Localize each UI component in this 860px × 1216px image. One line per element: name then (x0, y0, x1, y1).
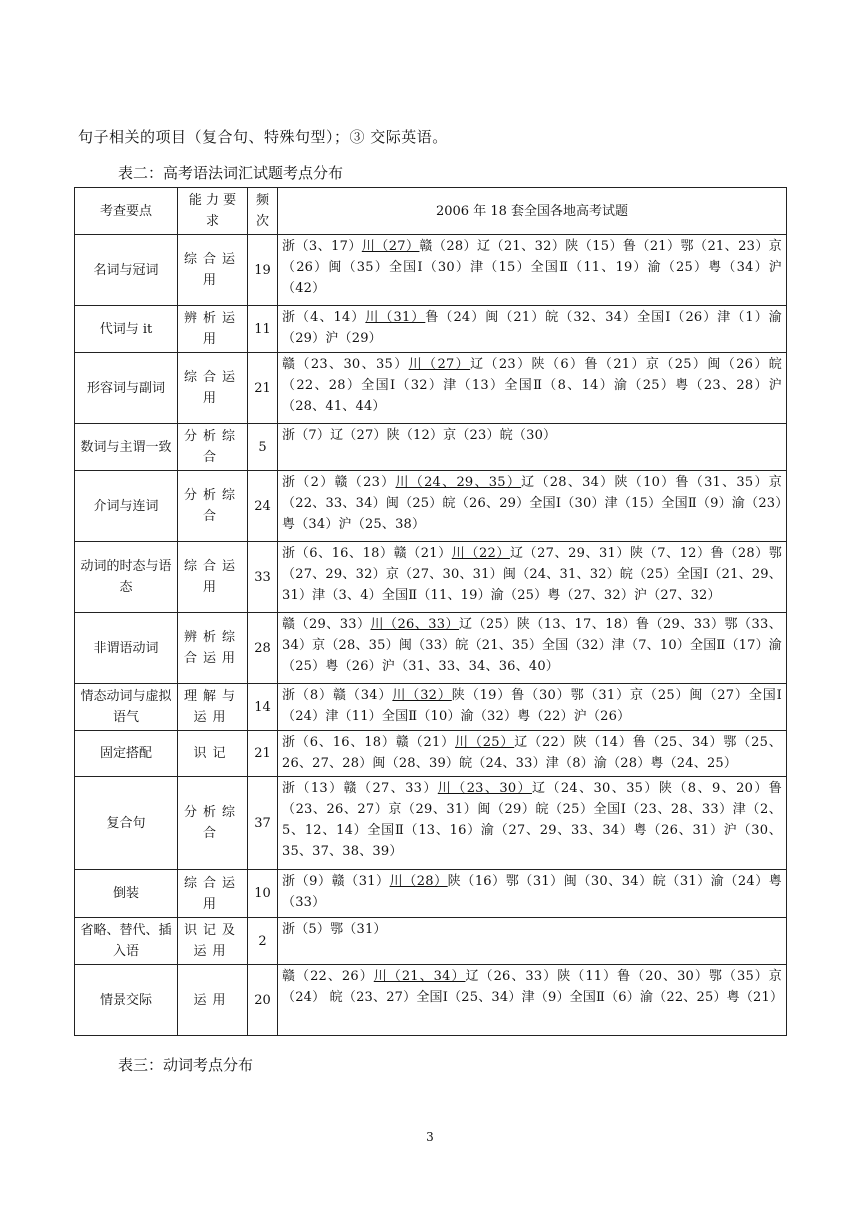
row-frequency: 37 (248, 777, 278, 870)
exams-text: 浙（13）赣（27、33） (282, 781, 438, 796)
row-point: 代词与 it (75, 306, 178, 353)
row-point: 数词与主谓一致 (75, 424, 178, 471)
exams-underlined-text: 川（32） (392, 688, 452, 703)
row-ability: 综合运用 (178, 542, 248, 613)
row-ability: 辨析综合运用 (178, 613, 248, 684)
row-ability: 运用 (178, 965, 248, 1036)
exams-underlined-text: 川（22） (451, 546, 510, 561)
row-ability: 综合运用 (178, 870, 248, 918)
table-row (75, 731, 787, 777)
table-row (75, 777, 787, 870)
exams-text: 浙（8）赣（34） (282, 688, 393, 703)
table-row (75, 684, 787, 731)
row-exams (278, 471, 787, 542)
table-row (75, 306, 787, 353)
exams-text: 陕（16）鄂（31）闽（30、34）皖（31）渝（24）粤（33） (282, 874, 782, 910)
row-exams (278, 731, 787, 777)
exams-text: 辽（27、29、31）陕（7、12）鲁（28）鄂（27、29、32）京（27、30、31）闽（24、31、32）皖（25）全国Ⅰ（21、29、31）津（3、4）全国Ⅱ（11、19）渝（25）粤（27、32）沪（27、32） (282, 546, 783, 603)
exams-text: 浙（6、16、18）赣（21） (282, 546, 452, 561)
row-exams (278, 235, 787, 306)
exams-text: 浙（7）辽（27）陕（12）京（23）皖（30） (282, 428, 557, 443)
row-point: 非谓语动词 (75, 613, 178, 684)
row-point: 介词与连词 (75, 471, 178, 542)
exams-underlined-text: 川（28） (389, 874, 448, 889)
table-row (75, 918, 787, 965)
exams-text: 浙（4、14） (282, 310, 366, 325)
table-row (75, 542, 787, 613)
exams-text: 辽（25）陕（13、17、18）鲁（29、33）鄂（33、34）京（28、35）闽（33）皖（21、35）全国（32）津（7、10）全国Ⅱ（17）渝（25）粤（26）沪（31、33、34、36、40） (282, 617, 782, 674)
row-ability: 综合运用 (178, 353, 248, 424)
row-frequency: 2 (248, 918, 278, 965)
header-exams: 2006 年 18 套全国各地高考试题 (278, 188, 787, 235)
exam-points-table (74, 187, 787, 1036)
row-point: 固定搭配 (75, 731, 178, 777)
exams-underlined-text: 川（26、33） (370, 617, 460, 632)
exams-text: 赣（28）辽（21、32）陕（15）鲁（21）鄂（21、23）京（26）闽（35）全国Ⅰ（30）津（15）全国Ⅱ（11、19）渝（25）粤（34）沪（42） (282, 239, 782, 296)
intro-paragraph: 句子相关的项目（复合句、特殊句型）；③ 交际英语。 (78, 128, 448, 146)
row-frequency: 33 (248, 542, 278, 613)
exams-text: 辽（23）陕（6）鲁（21）京（25）闽（26）皖（22、28）全国Ⅰ（32）津（13）全国Ⅱ（8、14）渝（25）粤（23、28）沪（28、41、44） (282, 357, 782, 414)
row-exams (278, 613, 787, 684)
row-frequency: 21 (248, 731, 278, 777)
exams-underlined-text: 川（23、30） (437, 781, 532, 796)
exams-underlined-text: 川（27） (408, 357, 471, 372)
table-row (75, 870, 787, 918)
exams-underlined-text: 川（27） (361, 239, 420, 254)
table2-caption: 表二：高考语法词汇试题考点分布 (118, 164, 344, 182)
row-ability: 辨析运用 (178, 306, 248, 353)
table-row (75, 424, 787, 471)
table-row (75, 965, 787, 1036)
exams-text: 赣（22、26） (282, 969, 374, 984)
exams-text: 辽（24、30、35）陕（8、9、20）鲁（23、26、27）京（29、31）闽（29）皖（25）全国Ⅰ（23、28、33）津（2、5、12、14）全国Ⅱ（13、16）渝（27、29、33、34）粤（26、31）沪（30、35、37、38、39） (282, 781, 782, 859)
exams-text: 陕（19）鲁（30）鄂（31）京（25）闽（27）全国Ⅰ（24）津（11）全国Ⅱ（10）渝（32）粤（22）沪（26） (282, 688, 782, 724)
row-ability: 识记及运用 (178, 918, 248, 965)
row-frequency: 11 (248, 306, 278, 353)
row-frequency: 10 (248, 870, 278, 918)
header-point: 考查要点 (75, 188, 178, 235)
row-ability: 分析综合 (178, 424, 248, 471)
row-exams (278, 777, 787, 870)
row-point: 形容词与副词 (75, 353, 178, 424)
exams-text: 辽（28、34）陕（10）鲁（31、35）京（22、33、34）闽（25）皖（26、29）全国Ⅰ（30）津（15）全国Ⅱ（9）渝（23）粤（34）沪（25、38） (282, 475, 782, 532)
row-frequency: 20 (248, 965, 278, 1036)
page-number: 3 (426, 1130, 434, 1144)
row-frequency: 28 (248, 613, 278, 684)
row-point: 情景交际 (75, 965, 178, 1036)
exams-underlined-text: 川（24、29、35） (395, 475, 522, 490)
table-row (75, 613, 787, 684)
table-row (75, 353, 787, 424)
row-ability: 识记 (178, 731, 248, 777)
row-exams (278, 353, 787, 424)
row-point: 情态动词与虚拟语气 (75, 684, 178, 731)
table-row (75, 471, 787, 542)
row-exams (278, 424, 787, 471)
exams-text: 浙（9）赣（31） (282, 874, 390, 889)
exams-text: 浙（5）鄂（31） (282, 922, 387, 937)
row-frequency: 24 (248, 471, 278, 542)
row-frequency: 14 (248, 684, 278, 731)
row-frequency: 19 (248, 235, 278, 306)
exams-text: 浙（3、17） (282, 239, 362, 254)
exams-text: 辽（22）陕（14）鲁（25、34）鄂（25、26、27、28）闽（28、39）皖（24、33）津（8）渝（28）粤（24、25） (282, 735, 782, 771)
row-point: 名词与冠词 (75, 235, 178, 306)
header-ability: 能 力 要 求 (178, 188, 248, 235)
row-point: 复合句 (75, 777, 178, 870)
row-ability: 综合运用 (178, 235, 248, 306)
exams-text: 赣（29、33） (282, 617, 371, 632)
exams-underlined-text: 川（25） (454, 735, 515, 750)
table3-caption: 表三：动词考点分布 (118, 1056, 254, 1074)
row-exams (278, 684, 787, 731)
table-row (75, 235, 787, 306)
exams-text: 浙（2）赣（23） (282, 475, 396, 490)
row-point: 动词的时态与语态 (75, 542, 178, 613)
exams-text: 赣（23、30、35） (282, 357, 409, 372)
row-ability: 分析综合 (178, 777, 248, 870)
row-exams (278, 870, 787, 918)
exams-text: 辽（26、33）陕（11）鲁（20、30）鄂（35）京（24） 皖（23、27）全国Ⅰ（25、34）津（9）全国Ⅱ（6）渝（22、25）粤（21） (282, 969, 784, 1005)
row-exams (278, 918, 787, 965)
exams-text: 鲁（24）闽（21）皖（32、34）全国Ⅰ（26）津（1）渝（29）沪（29） (282, 310, 782, 346)
table-header-row (75, 188, 787, 235)
row-point: 省略、替代、插入语 (75, 918, 178, 965)
row-exams (278, 306, 787, 353)
row-exams (278, 542, 787, 613)
row-point: 倒装 (75, 870, 178, 918)
row-frequency: 5 (248, 424, 278, 471)
row-frequency: 21 (248, 353, 278, 424)
exams-text: 浙（6、16、18）赣（21） (282, 735, 455, 750)
row-exams (278, 965, 787, 1036)
row-ability: 分析综合 (178, 471, 248, 542)
row-ability: 理解与运用 (178, 684, 248, 731)
exams-underlined-text: 川（21、34） (373, 969, 466, 984)
header-frequency: 频 次 (248, 188, 278, 235)
exams-underlined-text: 川（31） (365, 310, 426, 325)
